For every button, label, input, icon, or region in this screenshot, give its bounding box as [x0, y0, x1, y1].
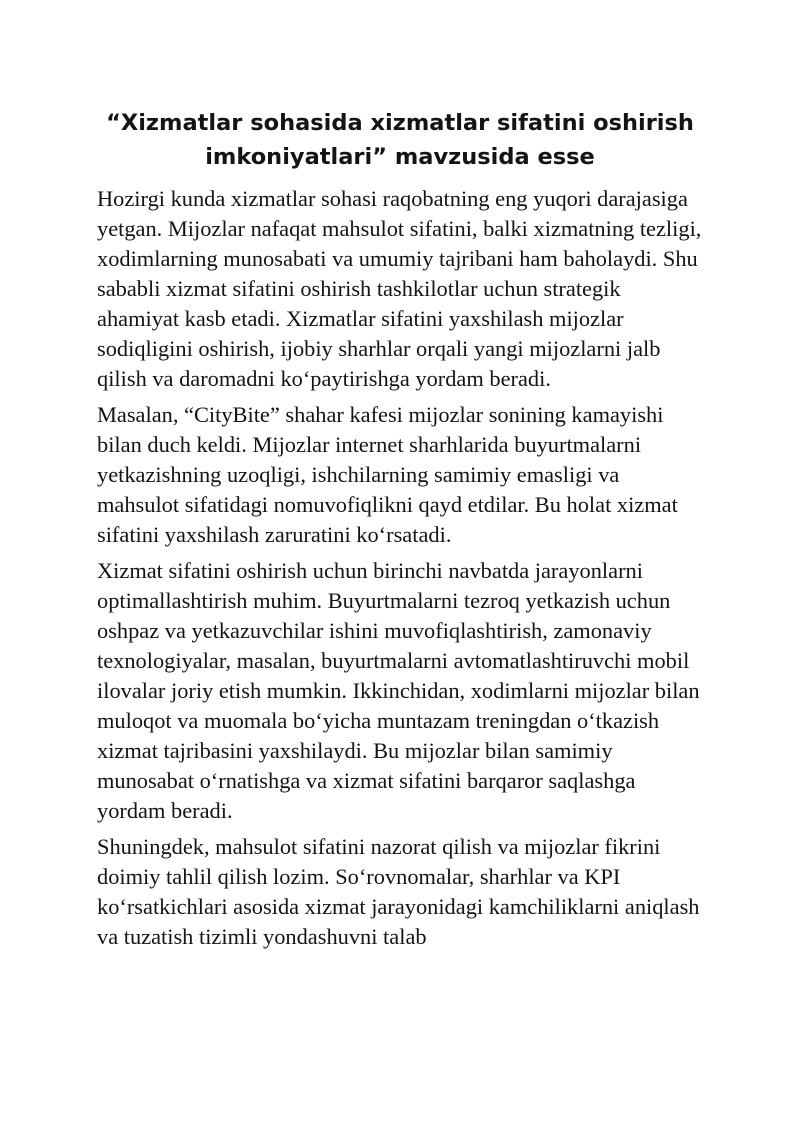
- essay-title-line-1: “Xizmatlar sohasida xizmatlar sifatini oshirish: [106, 110, 694, 136]
- paragraph-1: Hozirgi kunda xizmatlar sohasi raqobatning eng yuqori darajasiga yetgan. Mijozlar nafaqat mahsulot sifatini, balki xizmatning tezligi, xodimlarning munosabati va umumiy tajribani ham baholaydi. Shu sababli xizmat sifatini oshirish tashkilotlar uchun strategik ahamiyat kasb etadi. Xizmatlar sifatini yaxshilash mijozlar sodiqligini oshirish, ijobiy sharhlar orqali yangi mijozlarni jalb qilish va daromadni ko‘paytirishga yordam beradi.: [97, 186, 702, 391]
- essay-body: [97, 184, 707, 958]
- essay-title-line-2: imkoniyatlari” mavzusida esse: [205, 144, 595, 170]
- paragraph-2: Masalan, “CityBite” shahar kafesi mijozlar sonining kamayishi bilan duch keldi. Mijozlar internet sharhlarida buyurtmalarni yetkazishning uzoqligi, ishchilarning samimiy emasligi va mahsulot sifatidagi nomuvofiqlikni qayd etdilar. Bu holat xizmat sifatini yaxshilash zaruratini ko‘rsatadi.: [97, 402, 678, 547]
- paragraph-3: Xizmat sifatini oshirish uchun birinchi navbatda jarayonlarni optimallashtirish muhim. Buyurtmalarni tezroq yetkazish uchun oshpaz va yetkazuvchilar ishini muvofiqlashtirish, zamonaviy texnologiyalar, masalan, buyurtmalarni avtomatlashtiruvchi mobil ilovalar joriy etish mumkin. Ikkinchidan, xodimlarni mijozlar bilan muloqot va muomala bo‘yicha muntazam treningdan o‘tkazish xizmat tajribasini yaxshilaydi. Bu mijozlar bilan samimiy munosabat o‘rnatishga va xizmat sifatini barqaror saqlashga yordam beradi.: [97, 558, 700, 823]
- paragraph-4: Shuningdek, mahsulot sifatini nazorat qilish va mijozlar fikrini doimiy tahlil qilish lozim. So‘rovnomalar, sharhlar va KPI ko‘rsatkichlari asosida xizmat jarayonidagi kamchiliklarni aniqlash va tuzatish tizimli yondashuvni talab: [97, 834, 700, 949]
- essay-title: [90, 106, 710, 174]
